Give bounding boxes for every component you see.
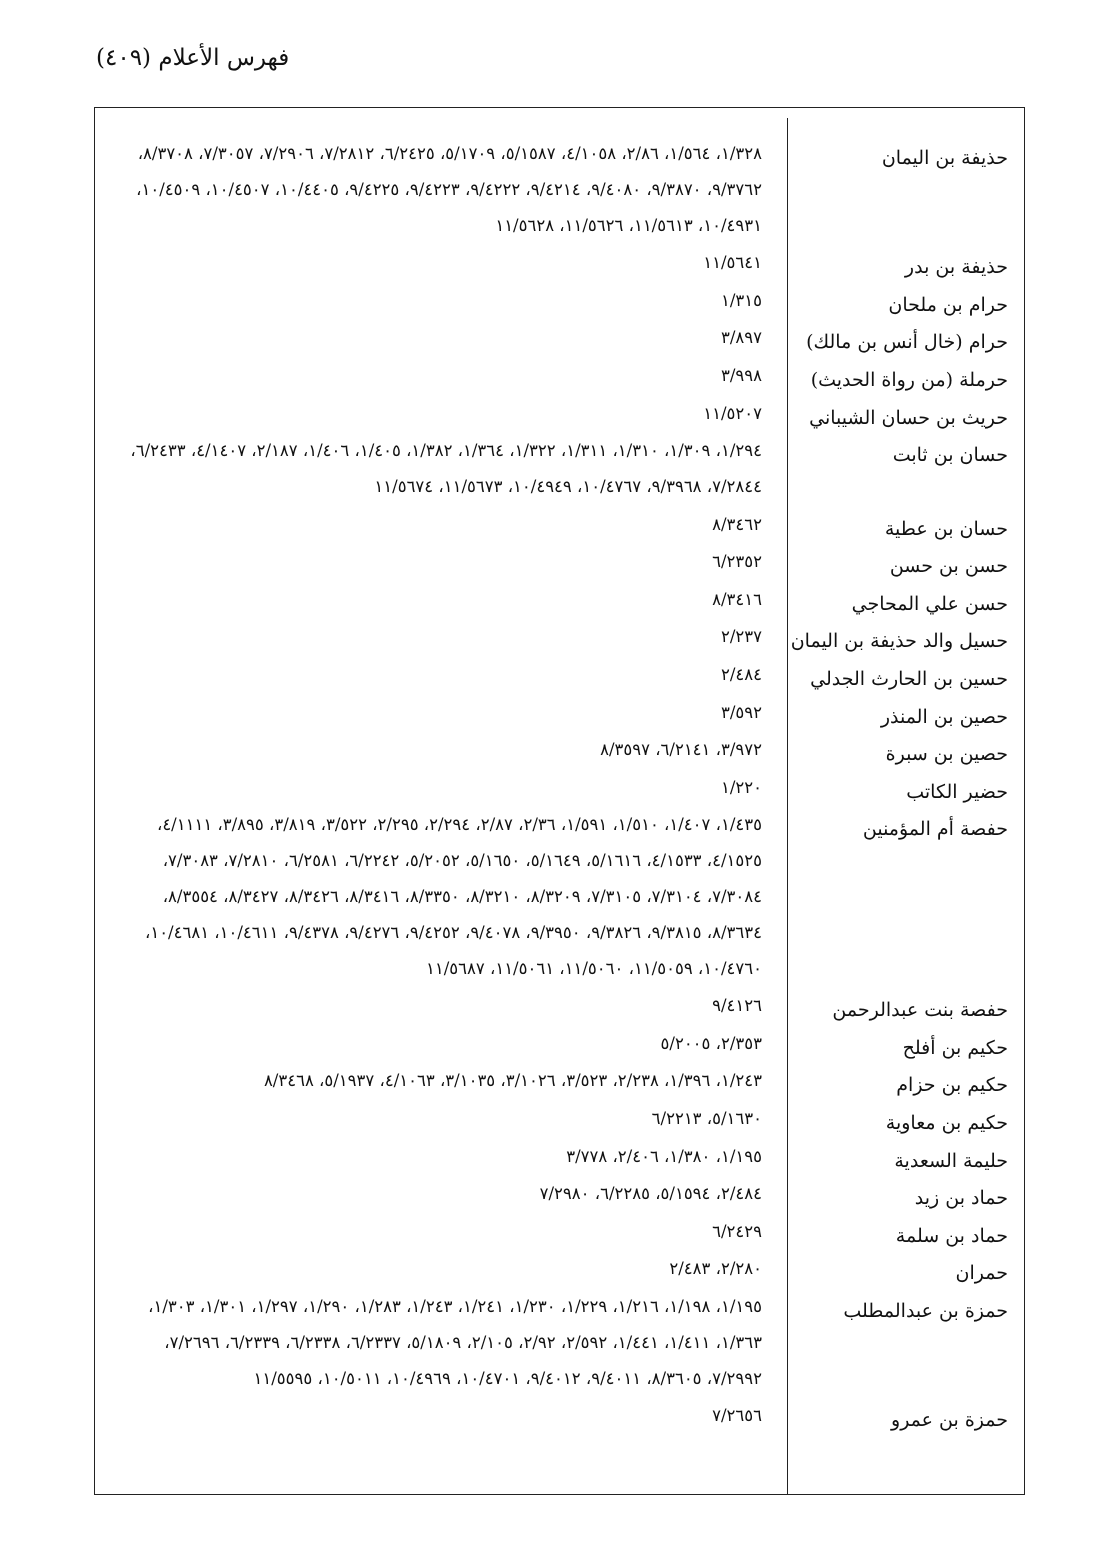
reference-line: ١/٣١٥ bbox=[720, 290, 762, 310]
entry-references bbox=[102, 139, 762, 246]
reference-line: ١/٢٩٤، ١/٣٠٩، ١/٣١٠، ١/٣١١، ١/٣٢٢، ١/٣٦٤، ١/٣٨٢، ١/٤٠٥، ١/٤٠٦، ٢/١٨٧، ٤/١٤٠٧، ٦/٢٤٣٣، bbox=[130, 441, 762, 461]
reference-line: ٨/٣٤١٦ bbox=[712, 589, 762, 609]
reference-line: ٩/٣٧٦٢، ٩/٣٨٧٠، ٩/٤٠٨٠، ٩/٤٢١٤، ٩/٤٢٢٢، ٩/٤٢٢٣، ٩/٤٢٢٥، ١٠/٤٤٠٥، ١٠/٤٥٠٧، ١٠/٤٥٠٩، bbox=[136, 179, 762, 199]
reference-line: ٢/٢٣٧ bbox=[720, 627, 762, 647]
entry-name: حذيفة بن بدر bbox=[904, 256, 1008, 279]
entry-name: حصين بن سبرة bbox=[885, 743, 1008, 766]
entry-name: حفصة أم المؤمنين bbox=[862, 818, 1008, 841]
entry-references bbox=[102, 547, 762, 583]
reference-line: ٦/٢٣٥٢ bbox=[712, 552, 762, 572]
entry-references bbox=[102, 361, 762, 397]
reference-line: ٣/٩٧٢، ٦/٢١٤١، ٨/٣٥٩٧ bbox=[600, 740, 762, 760]
entry-references bbox=[102, 585, 762, 621]
reference-line: ٣/٥٩٢ bbox=[720, 702, 762, 722]
entry-name: حسان بن ثابت bbox=[892, 444, 1008, 467]
reference-line: ٧/٢٩٩٢، ٨/٣٦٠٥، ٩/٤٠١١، ٩/٤٠١٢، ١٠/٤٧٠١، ١٠/٤٩٦٩، ١٠/٥٠١١، ١١/٥٥٩٥ bbox=[253, 1368, 762, 1388]
entry-name: حفصة بنت عبدالرحمن bbox=[832, 999, 1008, 1022]
entry-name: حكيم بن معاوية bbox=[885, 1112, 1008, 1134]
reference-line: ٢/٤٨٤، ٥/١٥٩٤، ٦/٢٢٨٥، ٧/٢٩٨٠ bbox=[539, 1184, 762, 1204]
reference-line: ١١/٥٢٠٧ bbox=[703, 403, 762, 423]
reference-line: ٥/١٦٣٠، ٦/٢٢١٣ bbox=[651, 1109, 762, 1128]
reference-line: ٨/٣٤٦٢ bbox=[712, 514, 762, 534]
reference-line: ٧/٣٠٨٤، ٧/٣١٠٤، ٧/٣١٠٥، ٨/٣٢٠٩، ٨/٣٢١٠، ٨/٣٣٥٠، ٨/٣٤١٦، ٨/٣٤٢٦، ٨/٣٤٢٧، ٨/٣٥٥٤، bbox=[162, 886, 762, 906]
reference-line: ١/١٩٥، ١/٣٨٠، ٢/٤٠٦، ٣/٧٧٨ bbox=[566, 1146, 762, 1166]
entry-name: حمزة بن عمرو bbox=[891, 1409, 1008, 1432]
entry-references bbox=[102, 660, 762, 696]
entry-name: حضير الكاتب bbox=[906, 780, 1008, 803]
entry-references bbox=[102, 1254, 762, 1290]
entry-name: حمزة بن عبدالمطلب bbox=[843, 1300, 1008, 1322]
reference-line: ٩/٤١٢٦ bbox=[712, 996, 762, 1016]
column-divider bbox=[787, 118, 788, 1494]
entry-name: حرام (خال أنس بن مالك) bbox=[806, 331, 1008, 354]
entry-references bbox=[102, 810, 762, 989]
entry-name: حريث بن حسان الشيباني bbox=[809, 406, 1008, 429]
reference-line: ٣/٩٩٨ bbox=[720, 366, 762, 385]
entry-references bbox=[102, 773, 762, 809]
entry-references bbox=[102, 1142, 762, 1178]
entry-name: حكيم بن حزام bbox=[896, 1074, 1008, 1097]
reference-line: ٦/٢٤٢٩ bbox=[712, 1221, 762, 1241]
reference-line: ١/٣٦٣، ١/٤١١، ١/٤٤١، ٢/٥٩٢، ٢/٩٢، ٢/١٠٥، ٥/١٨٠٩، ٦/٢٣٣٧، ٦/٢٣٣٨، ٦/٢٣٣٩، ٧/٢٦٩٦، bbox=[164, 1332, 762, 1352]
entry-name: حسن علي المحاجي bbox=[851, 592, 1008, 615]
entry-references bbox=[102, 248, 762, 284]
entry-references bbox=[102, 510, 762, 546]
entry-references bbox=[102, 1179, 762, 1215]
entry-name: حليمة السعدية bbox=[894, 1149, 1008, 1172]
entry-name: حماد بن زيد bbox=[914, 1187, 1008, 1210]
entry-references bbox=[102, 286, 762, 322]
reference-line: ١/١٩٥، ١/١٩٨، ١/٢١٦، ١/٢٢٩، ١/٢٣٠، ١/٢٤١، ١/٢٤٣، ١/٢٨٣، ١/٢٩٠، ١/٢٩٧، ١/٣٠١، ١/٣٠٣، bbox=[148, 1297, 762, 1316]
reference-line: ١/٣٢٨، ١/٥٦٤، ٢/٨٦، ٤/١٠٥٨، ٥/١٥٨٧، ٥/١٧٠٩، ٦/٢٤٢٥، ٧/٢٨١٢، ٧/٢٩٠٦، ٧/٣٠٥٧، ٨/٣٧٠٨، bbox=[137, 144, 762, 163]
entry-name: حرام بن ملحان bbox=[888, 293, 1008, 316]
reference-line: ١٠/٤٩٣١، ١١/٥٦١٣، ١١/٥٦٢٦، ١١/٥٦٢٨ bbox=[495, 215, 762, 235]
reference-line: ١/٤٣٥، ١/٤٠٧، ١/٥١٠، ١/٥٩١، ٢/٣٦، ٢/٨٧، ٢/٢٩٤، ٢/٢٩٥، ٣/٥٢٢، ٣/٨١٩، ٣/٨٩٥، ٤/١١١١، bbox=[156, 815, 762, 835]
entry-name: حكيم بن أفلح bbox=[902, 1036, 1008, 1059]
entry-references bbox=[102, 1217, 762, 1253]
index-table bbox=[94, 107, 1025, 1495]
entry-name: حسان بن عطية bbox=[884, 517, 1008, 540]
entry-references bbox=[102, 1104, 762, 1140]
entry-references bbox=[102, 622, 762, 658]
reference-line: ٢/٣٥٣، ٥/٢٠٠٥ bbox=[660, 1033, 762, 1053]
reference-line: ٢/٤٨٤ bbox=[720, 665, 762, 684]
entry-references bbox=[102, 735, 762, 771]
entry-references bbox=[102, 1292, 762, 1399]
entry-references bbox=[102, 1066, 762, 1102]
entry-name: حمران bbox=[955, 1262, 1008, 1285]
entry-name: حرملة (من رواة الحديث) bbox=[810, 369, 1008, 391]
entry-references bbox=[102, 436, 762, 508]
reference-line: ١/٢٤٣، ١/٣٩٦، ٢/٢٣٨، ٣/٥٢٣، ٣/١٠٢٦، ٣/١٠٣٥، ٤/١٠٦٣، ٥/١٩٣٧، ٨/٣٤٦٨ bbox=[263, 1071, 762, 1091]
entry-name: حماد بن سلمة bbox=[895, 1224, 1008, 1247]
entry-name: حسن بن حسن bbox=[889, 555, 1008, 578]
entry-references bbox=[102, 1401, 762, 1437]
entry-name: حسيل والد حذيفة بن اليمان bbox=[790, 630, 1008, 653]
entry-references bbox=[102, 399, 762, 435]
reference-line: ٧/٢٦٥٦ bbox=[712, 1406, 762, 1426]
entry-name: حصين بن المنذر bbox=[880, 705, 1008, 728]
page-header: فهرس الأعلام (٤٠٩) bbox=[96, 45, 290, 71]
reference-line: ٣/٨٩٧ bbox=[720, 328, 762, 348]
entry-references bbox=[102, 323, 762, 359]
reference-line: ٢/٢٨٠، ٢/٤٨٣ bbox=[669, 1259, 762, 1279]
entry-references bbox=[102, 1029, 762, 1065]
reference-line: ٤/١٥٢٥، ٤/١٥٣٣، ٥/١٦١٦، ٥/١٦٤٩، ٥/١٦٥٠، ٥/٢٠٥٢، ٦/٢٢٤٢، ٦/٢٥٨١، ٧/٢٨١٠، ٧/٣٠٨٣، bbox=[162, 851, 762, 871]
entry-references bbox=[102, 698, 762, 734]
entry-name: حذيفة بن اليمان bbox=[881, 147, 1008, 169]
reference-line: ١١/٥٦٤١ bbox=[703, 253, 762, 273]
reference-line: ٨/٣٦٣٤، ٩/٣٨١٥، ٩/٣٨٢٦، ٩/٣٩٥٠، ٩/٤٠٧٨، ٩/٤٢٥٢، ٩/٤٢٧٦، ٩/٤٣٧٨، ١٠/٤٦١١، ١٠/٤٦٨١، bbox=[145, 922, 762, 942]
entry-references bbox=[102, 991, 762, 1027]
reference-line: ١٠/٤٧٦٠، ١١/٥٠٥٩، ١١/٥٠٦٠، ١١/٥٠٦١، ١١/٥٦٨٧ bbox=[426, 958, 762, 978]
reference-line: ١/٢٢٠ bbox=[720, 777, 762, 797]
entry-name: حسين بن الحارث الجدلي bbox=[810, 668, 1008, 690]
reference-line: ٧/٢٨٤٤، ٩/٣٩٦٨، ١٠/٤٧٦٧، ١٠/٤٩٤٩، ١١/٥٦٧٣، ١١/٥٦٧٤ bbox=[374, 476, 762, 496]
